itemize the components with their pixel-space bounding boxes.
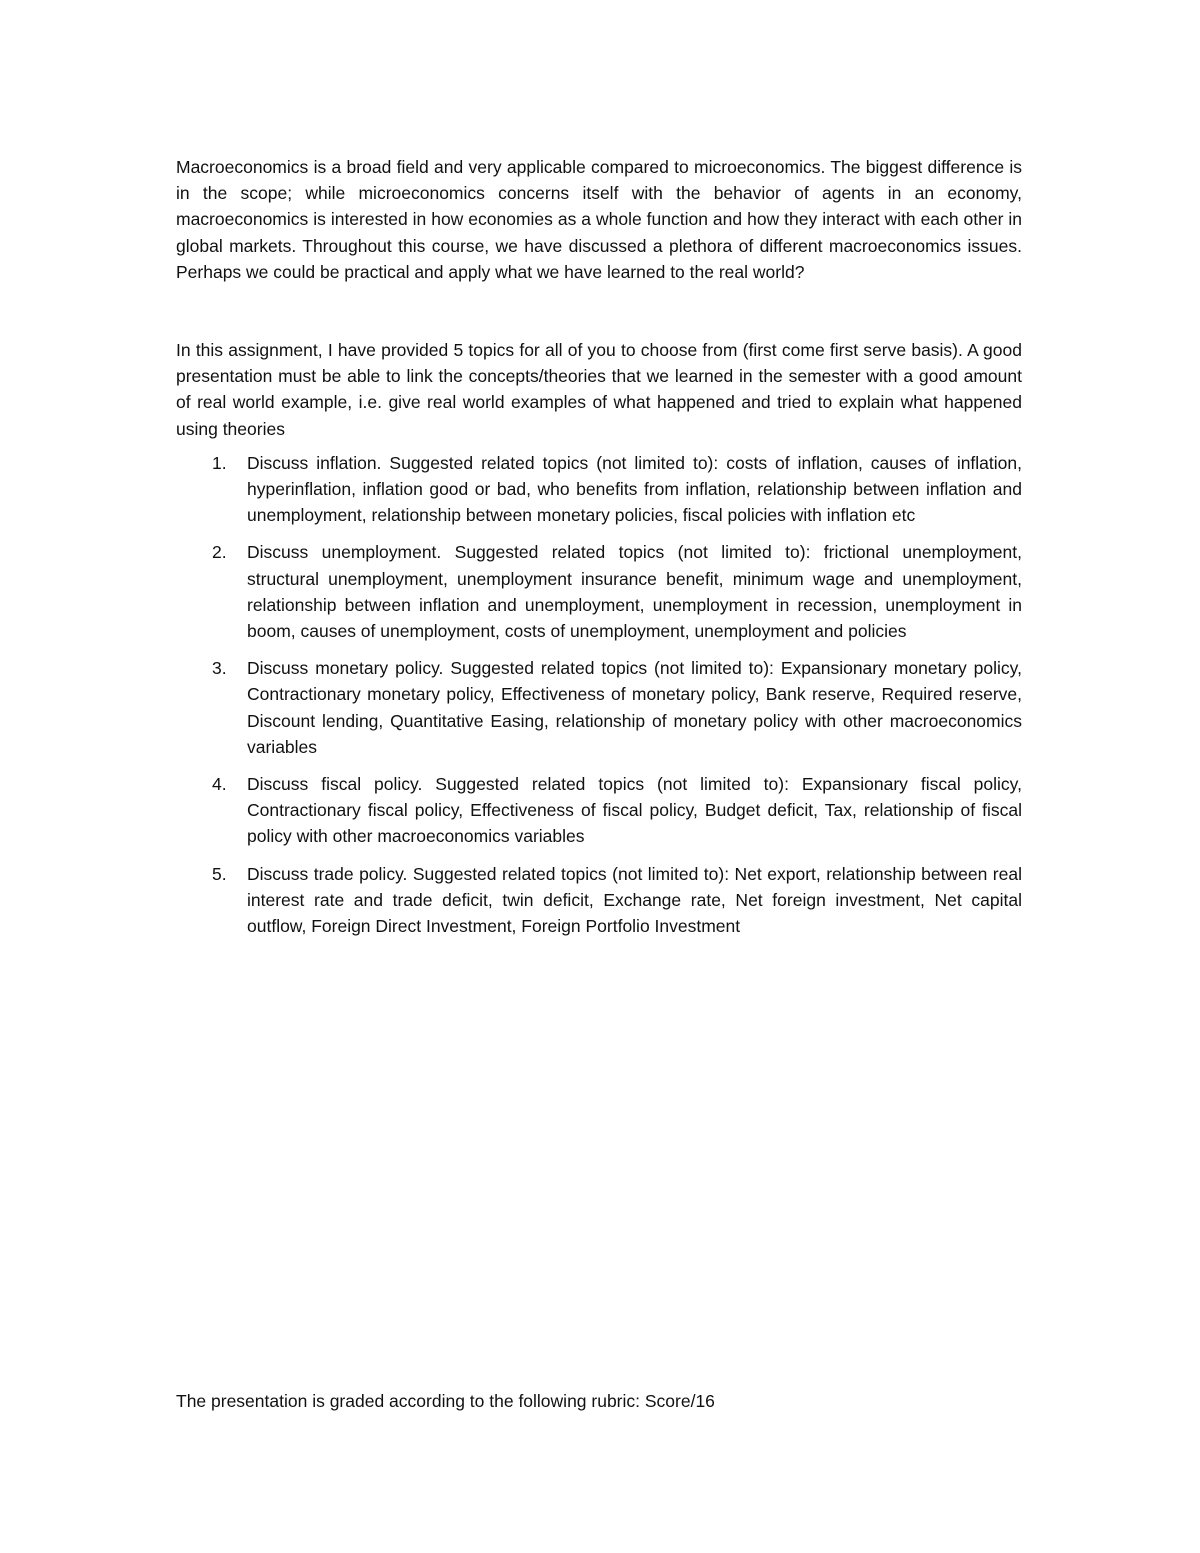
topic-item-1 bbox=[176, 450, 1022, 529]
topic-item-5 bbox=[176, 861, 1022, 940]
topic-number: 3. bbox=[212, 658, 227, 679]
topic-text: Discuss trade policy. Suggested related topics (not limited to): Net export, relationship between real interest rate and trade deficit, twin deficit, Exchange rate, Net foreign investment, Net capital outflow, Foreign Direct Investment, Foreign Portfolio Investment bbox=[247, 863, 1022, 937]
assignment-paragraph: In this assignment, I have provided 5 topics for all of you to choose from (first come first serve basis). A good presentation must be able to link the concepts/theories that we learned in the semester with a good amount of real world example, i.e. give real world examples of what happened and tried to explain what happened using theories bbox=[176, 340, 1022, 439]
document-body bbox=[176, 154, 1022, 950]
topic-text: Discuss monetary policy. Suggested related topics (not limited to): Expansionary monetary policy, Contractionary monetary policy, Effectiveness of monetary policy, Bank reserve, Required reserve, Discount lending, Quantitative Easing, relationship of monetary policy with other macroeconomics variables bbox=[247, 658, 1022, 757]
topic-item-3 bbox=[176, 655, 1022, 760]
topic-number: 4. bbox=[212, 774, 227, 795]
rubric-line: The presentation is graded according to the following rubric: Score/16 bbox=[176, 1391, 715, 1411]
topic-text: Discuss unemployment. Suggested related topics (not limited to): frictional unemployment, structural unemployment, unemployment insurance benefit, minimum wage and unemployment, relationship between inflation and unemployment, unemployment in recession, unemployment in boom, causes of unemployment, costs of unemployment, unemployment and policies bbox=[247, 542, 1022, 642]
topic-text: Discuss fiscal policy. Suggested related topics (not limited to): Expansionary fiscal policy, Contractionary fiscal policy, Effectiveness of fiscal policy, Budget deficit, Tax, relationship of fiscal policy with other macroeconomics variables bbox=[247, 774, 1022, 847]
topic-number: 5. bbox=[212, 863, 227, 884]
topic-number: 2. bbox=[212, 542, 227, 563]
topic-item-2 bbox=[176, 539, 1022, 644]
topic-list bbox=[176, 450, 1022, 939]
topic-number: 1. bbox=[212, 452, 227, 473]
topic-item-4 bbox=[176, 771, 1022, 850]
topic-text: Discuss inflation. Suggested related topics (not limited to): costs of inflation, causes of inflation, hyperinflation, inflation good or bad, who benefits from inflation, relationship between inflation and unemployment, relationship between monetary policies, fiscal policies with inflation etc bbox=[247, 452, 1022, 526]
intro-paragraph: Macroeconomics is a broad field and very applicable compared to microeconomics. The biggest difference is in the scope; while microeconomics concerns itself with the behavior of agents in an economy, macroeconomics is interested in how economies as a whole function and how they interact with each other in global markets. Throughout this course, we have discussed a plethora of different macroeconomics issues. Perhaps we could be practical and apply what we have learned to the real world? bbox=[176, 157, 1022, 282]
